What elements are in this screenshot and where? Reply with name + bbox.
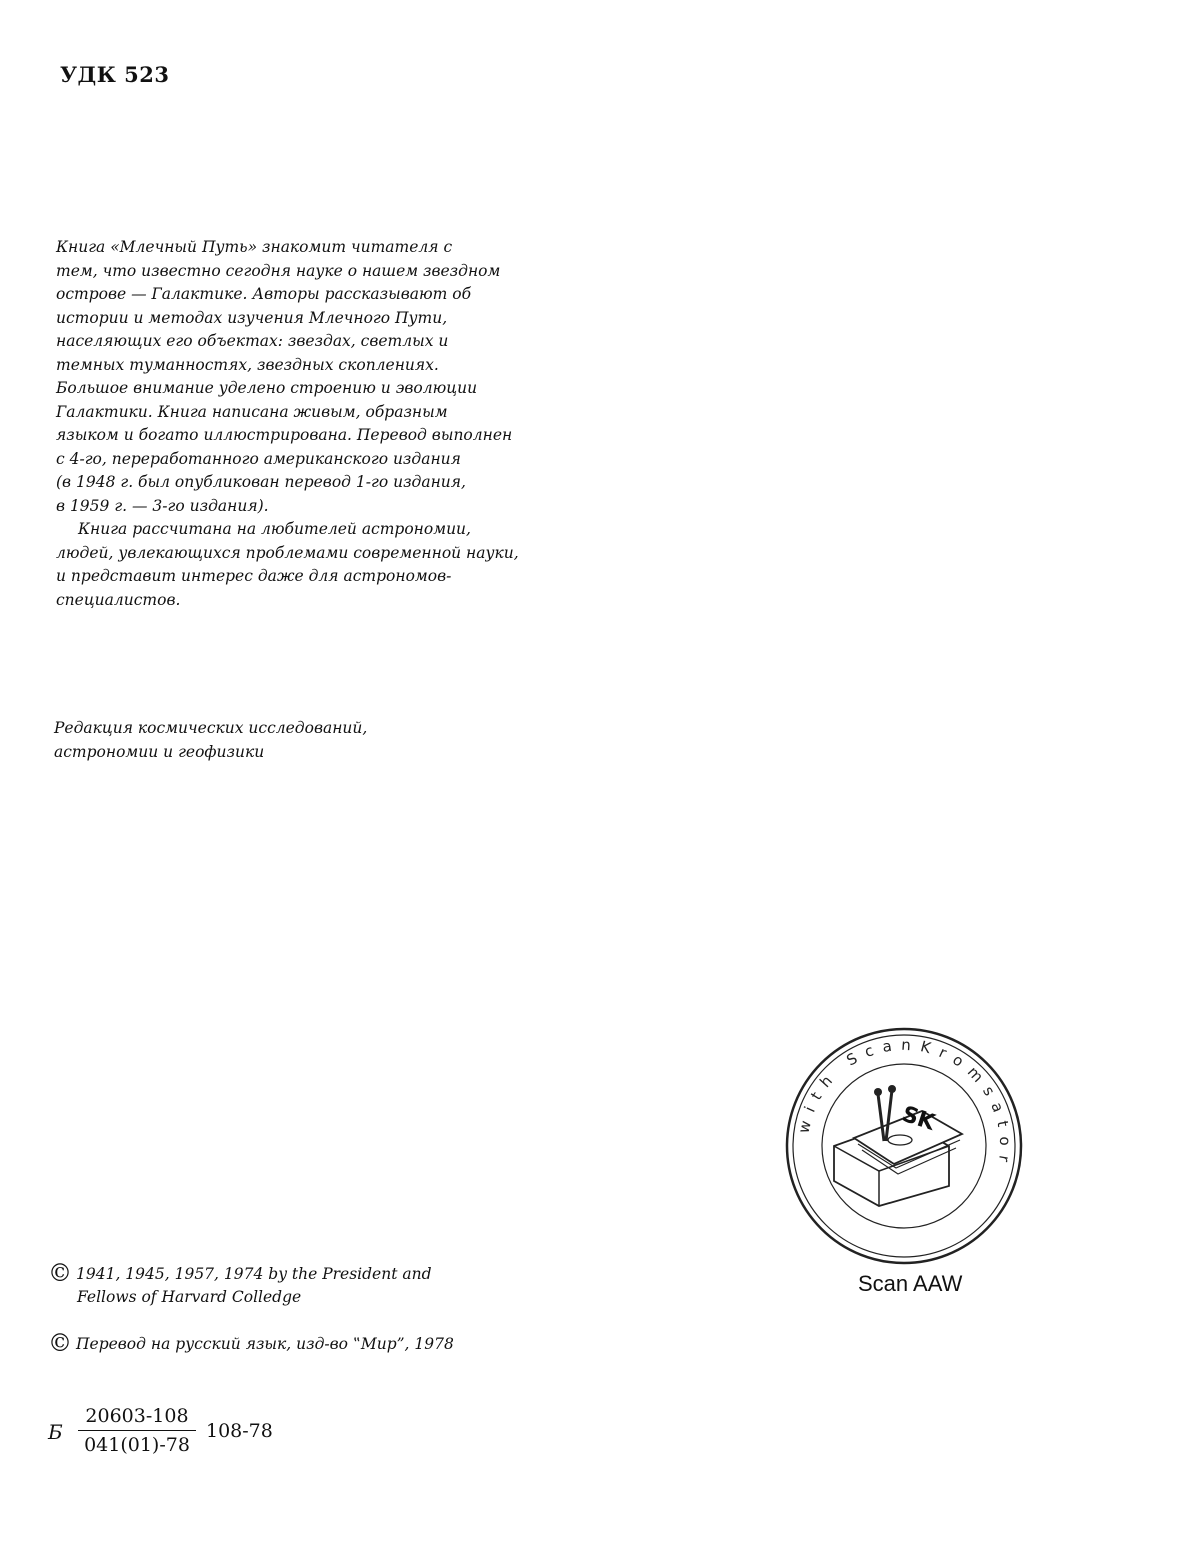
- index-code: 108-78: [206, 1420, 273, 1442]
- annotation-line: темных туманностях, звездных скоплениях.: [56, 355, 439, 374]
- udk-code: УДК 523: [60, 62, 170, 87]
- copyright-original: [48, 1259, 432, 1309]
- index-fraction: [78, 1404, 196, 1457]
- annotation-line: тем, что известно сегодня науке о нашем звездном: [56, 261, 501, 280]
- annotation-line: языком и богато иллюстрирована. Перевод выполнен: [56, 426, 513, 444]
- editorial-line-1: Редакция космических исследований,: [54, 719, 368, 737]
- copyright-icon: ©: [48, 1259, 72, 1287]
- annotation-paragraph-2: [56, 518, 616, 612]
- annotation: [56, 236, 616, 612]
- annotation-line: населяющих его объектах: звездах, светлых и: [56, 332, 449, 350]
- index-letter: Б: [48, 1420, 63, 1444]
- copyright-line-1: 1941, 1945, 1957, 1974 by the President and: [76, 1265, 432, 1283]
- index-denominator: 041(01)-78: [84, 1434, 190, 1456]
- annotation-line: острове — Галактике. Авторы рассказывают об: [56, 285, 472, 303]
- stamp-logo-text: SK: [898, 1101, 938, 1136]
- fraction-bar: [78, 1430, 196, 1431]
- annotation-line: Галактики. Книга написана живым, образным: [56, 402, 448, 421]
- annotation-line: с 4-го, переработанного американского издания: [56, 449, 461, 468]
- editorial-line-2: астрономии и геофизики: [54, 742, 265, 761]
- annotation-line: людей, увлекающихся проблемами современной науки,: [56, 543, 519, 562]
- stamp-ring-text: with ScanKromsator: [794, 1035, 1015, 1173]
- stamp-caption: Scan AAW: [858, 1271, 963, 1296]
- index-numerator: 20603-108: [85, 1405, 189, 1427]
- annotation-line: Большое внимание уделено строению и эволюции: [56, 379, 478, 397]
- copyright-translation: [48, 1329, 454, 1357]
- editorial-office: [54, 717, 367, 764]
- annotation-line: в 1959 г. — 3-го издания).: [56, 496, 269, 515]
- scan-stamp: [784, 1026, 1024, 1266]
- copyright-line-3: Перевод на русский язык, изд-во ‟Мир”, 1978: [76, 1335, 454, 1353]
- annotation-line: истории и методах изучения Млечного Пути,: [56, 308, 448, 327]
- publication-index: [48, 1404, 308, 1464]
- annotation-line: и представит интерес даже для астрономов-: [56, 567, 452, 585]
- copyright-icon: ©: [48, 1329, 72, 1357]
- annotation-paragraph-1: [56, 236, 616, 518]
- annotation-line: (в 1948 г. был опубликован перевод 1-го издания,: [56, 473, 466, 491]
- annotation-line: специалистов.: [56, 590, 181, 609]
- copyright-line-2: Fellows of Harvard Colledge: [77, 1288, 302, 1306]
- annotation-line: Книга «Млечный Путь» знакомит читателя с: [56, 238, 453, 256]
- scanner-icon: [834, 1085, 962, 1206]
- annotation-line: Книга рассчитана на любителей астрономии,: [78, 520, 471, 538]
